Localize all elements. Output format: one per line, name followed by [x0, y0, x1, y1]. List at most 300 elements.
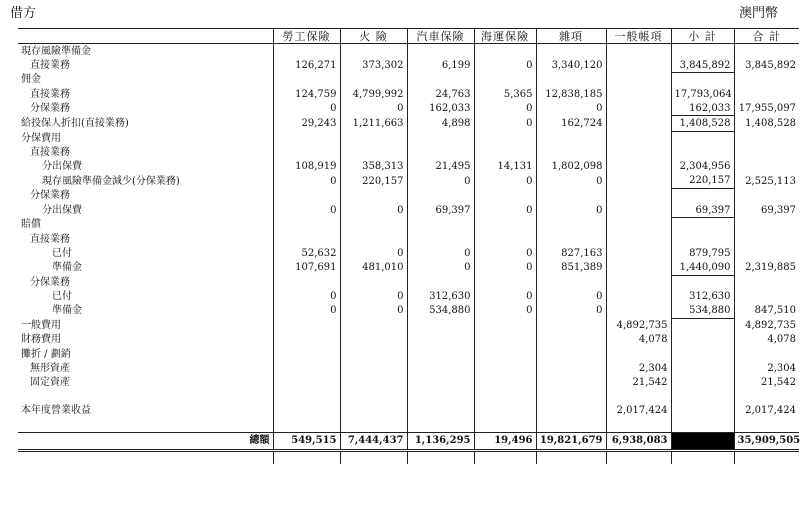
- row-label: 財務費用: [21, 334, 61, 346]
- cell-value: 0: [474, 304, 536, 319]
- col-header-subtotal: 小 計: [671, 29, 734, 44]
- cell-value: [734, 73, 799, 88]
- row-label: 直接業務: [30, 147, 70, 159]
- table-footer-spacer: [18, 450, 799, 464]
- cell-value: [606, 203, 671, 218]
- col-header-marine: 海運保險: [474, 29, 536, 44]
- cell-value: 851,389: [536, 260, 606, 275]
- col-header-general: 一般帳項: [606, 29, 671, 44]
- cell-value: 0: [273, 203, 340, 218]
- cell-value: [606, 160, 671, 174]
- cell-value: [606, 290, 671, 304]
- cell-value: 4,799,992: [340, 87, 407, 101]
- col-header-workers: 勞工保險: [273, 29, 340, 44]
- row-label: 賠償: [21, 219, 41, 231]
- table-row: [18, 260, 799, 275]
- cell-value: 220,157: [671, 174, 734, 189]
- cell-value: [536, 146, 606, 160]
- cell-value: 0: [273, 174, 340, 189]
- cell-value: 0: [340, 203, 407, 218]
- cell-value: 69,397: [671, 203, 734, 218]
- cell-value: 29,243: [273, 116, 340, 131]
- cell-value: [671, 347, 734, 361]
- row-label: 本年度營業收益: [21, 404, 91, 416]
- cell-value: [606, 246, 671, 260]
- cell-value: 12,838,185: [536, 87, 606, 101]
- row-label: 直接業務: [30, 233, 70, 245]
- cell-value: [734, 232, 799, 246]
- cell-value: 481,010: [340, 260, 407, 275]
- cell-value: 21,495: [407, 160, 474, 174]
- row-label: 直接業務: [30, 88, 70, 100]
- cell-value: 2,304: [734, 361, 799, 375]
- currency-label: 澳門幣: [738, 6, 778, 21]
- table-row: [18, 361, 799, 375]
- spacer-cell: [536, 450, 606, 464]
- total-row: [18, 432, 799, 450]
- cell-value: 3,845,892: [671, 58, 734, 73]
- cell-value: 14,131: [474, 160, 536, 174]
- cell-value: [606, 304, 671, 319]
- cell-value: 0: [474, 58, 536, 73]
- table-row: [18, 218, 799, 233]
- cell-value: 6,199: [407, 58, 474, 73]
- table-row: [18, 403, 799, 417]
- cell-value: 827,163: [536, 246, 606, 260]
- cell-value: [734, 218, 799, 233]
- cell-value: 107,691: [273, 260, 340, 275]
- cell-value: [536, 275, 606, 290]
- cell-value: [407, 218, 474, 233]
- spacer-cell: [734, 450, 799, 464]
- cell-value: [536, 73, 606, 88]
- cell-value: [273, 146, 340, 160]
- cell-value: [536, 318, 606, 333]
- cell-value: [273, 218, 340, 233]
- row-label: 分出保費: [42, 204, 82, 216]
- cell-value: 4,078: [606, 333, 671, 347]
- cell-value: [606, 260, 671, 275]
- table-row: [18, 417, 799, 432]
- cell-value: [671, 318, 734, 333]
- cell-value: [474, 361, 536, 375]
- cell-value: [536, 333, 606, 347]
- cell-value: [273, 44, 340, 59]
- cell-value: [407, 73, 474, 88]
- row-label: 分保業務: [30, 103, 70, 115]
- cell-value: [273, 275, 340, 290]
- cell-value: [606, 232, 671, 246]
- cell-value: 124,759: [273, 87, 340, 101]
- cell-value: [536, 131, 606, 146]
- table-row: [18, 389, 799, 403]
- cell-value: [536, 188, 606, 203]
- cell-value: [273, 73, 340, 88]
- cell-value: [671, 403, 734, 417]
- total-value: 7,444,437: [340, 432, 407, 450]
- cell-value: 373,302: [340, 58, 407, 73]
- cell-value: [273, 131, 340, 146]
- cell-value: [671, 131, 734, 146]
- cell-value: [273, 347, 340, 361]
- cell-value: [606, 87, 671, 101]
- spacer-cell: [407, 450, 474, 464]
- cell-value: 2,525,113: [734, 174, 799, 189]
- cell-value: 3,340,120: [536, 58, 606, 73]
- cell-value: [606, 275, 671, 290]
- total-value: 1,136,295: [407, 432, 474, 450]
- cell-value: [606, 131, 671, 146]
- row-label: 現存風險準備金: [21, 45, 91, 57]
- cell-value: [734, 188, 799, 203]
- cell-value: [536, 218, 606, 233]
- cell-value: [474, 318, 536, 333]
- cell-value: [671, 73, 734, 88]
- cell-value: [606, 146, 671, 160]
- row-label: 分保業務: [30, 190, 70, 202]
- row-label: 分保業務: [30, 276, 70, 288]
- cell-value: [606, 174, 671, 189]
- total-value: 549,515: [273, 432, 340, 450]
- cell-value: [407, 131, 474, 146]
- row-label: 直接業務: [30, 59, 70, 71]
- cell-value: [671, 361, 734, 375]
- cell-value: [273, 188, 340, 203]
- total-label: 總額: [18, 432, 273, 450]
- cell-value: [340, 417, 407, 432]
- total-value: 35,909,505: [734, 432, 799, 450]
- redacted-cell: [671, 432, 734, 450]
- cell-value: 879,795: [671, 246, 734, 260]
- cell-value: [407, 232, 474, 246]
- cell-value: [474, 275, 536, 290]
- cell-value: [734, 417, 799, 432]
- row-label: 準備金: [52, 262, 82, 274]
- label-column-header: [18, 29, 273, 44]
- cell-value: [606, 417, 671, 432]
- cell-value: [734, 131, 799, 146]
- cell-value: [273, 417, 340, 432]
- cell-value: 0: [407, 174, 474, 189]
- cell-value: [340, 361, 407, 375]
- cell-value: [734, 44, 799, 59]
- cell-value: [273, 333, 340, 347]
- cell-value: [407, 44, 474, 59]
- cell-value: [536, 44, 606, 59]
- row-label: 無形資產: [30, 362, 70, 374]
- table-row: [18, 87, 799, 101]
- table-row: [18, 73, 799, 88]
- cell-value: 52,632: [273, 246, 340, 260]
- cell-value: [474, 218, 536, 233]
- cell-value: [407, 375, 474, 389]
- cell-value: [273, 375, 340, 389]
- cell-value: [340, 333, 407, 347]
- spacer-cell: [474, 450, 536, 464]
- cell-value: [671, 218, 734, 233]
- cell-value: [606, 347, 671, 361]
- table-row: [18, 101, 799, 116]
- table-row: [18, 304, 799, 319]
- spacer-cell: [340, 450, 407, 464]
- cell-value: [734, 160, 799, 174]
- cell-value: [734, 290, 799, 304]
- cell-value: [407, 188, 474, 203]
- cell-value: [671, 417, 734, 432]
- cell-value: [273, 318, 340, 333]
- cell-value: 4,078: [734, 333, 799, 347]
- cell-value: [671, 146, 734, 160]
- table-row: [18, 246, 799, 260]
- debit-table: [18, 28, 799, 464]
- cell-value: 0: [474, 246, 536, 260]
- cell-value: 1,211,663: [340, 116, 407, 131]
- cell-value: [474, 333, 536, 347]
- cell-value: 4,898: [407, 116, 474, 131]
- table-row: [18, 44, 799, 59]
- cell-value: 4,892,735: [734, 318, 799, 333]
- row-label: 分保費用: [21, 132, 61, 144]
- cell-value: [340, 389, 407, 403]
- cell-value: [340, 73, 407, 88]
- cell-value: [606, 44, 671, 59]
- table-row: [18, 188, 799, 203]
- statement-title: 借方: [10, 6, 37, 21]
- cell-value: [407, 146, 474, 160]
- cell-value: 534,880: [407, 304, 474, 319]
- table-row: [18, 275, 799, 290]
- cell-value: [474, 232, 536, 246]
- cell-value: [340, 218, 407, 233]
- cell-value: [606, 101, 671, 116]
- col-header-total: 合 計: [734, 29, 799, 44]
- cell-value: 0: [536, 304, 606, 319]
- cell-value: [671, 188, 734, 203]
- spacer-cell: [18, 450, 273, 464]
- cell-value: [340, 375, 407, 389]
- cell-value: 2,319,885: [734, 260, 799, 275]
- cell-value: 162,033: [671, 101, 734, 116]
- cell-value: 0: [536, 174, 606, 189]
- cell-value: [273, 232, 340, 246]
- cell-value: [734, 146, 799, 160]
- cell-value: 534,880: [671, 304, 734, 319]
- cell-value: 2,304: [606, 361, 671, 375]
- row-label: 現存風險準備金減少(分保業務): [42, 175, 180, 187]
- table-row: [18, 160, 799, 174]
- cell-value: [606, 188, 671, 203]
- cell-value: [474, 44, 536, 59]
- cell-value: [671, 333, 734, 347]
- cell-value: 847,510: [734, 304, 799, 319]
- cell-value: [734, 347, 799, 361]
- cell-value: 0: [273, 304, 340, 319]
- table-row: [18, 116, 799, 131]
- cell-value: [474, 375, 536, 389]
- cell-value: [407, 389, 474, 403]
- table-row: [18, 174, 799, 189]
- cell-value: 220,157: [340, 174, 407, 189]
- row-label: [18, 389, 273, 403]
- cell-value: [474, 131, 536, 146]
- cell-value: [273, 403, 340, 417]
- cell-value: 358,313: [340, 160, 407, 174]
- row-label: 佣金: [21, 74, 41, 86]
- table-row: [18, 131, 799, 146]
- col-header-misc: 雜項: [536, 29, 606, 44]
- cell-value: [407, 417, 474, 432]
- row-label: [18, 417, 273, 432]
- cell-value: [536, 403, 606, 417]
- cell-value: 1,802,098: [536, 160, 606, 174]
- cell-value: [474, 417, 536, 432]
- total-value: 19,496: [474, 432, 536, 450]
- cell-value: 0: [474, 174, 536, 189]
- cell-value: 0: [474, 290, 536, 304]
- cell-value: 0: [474, 116, 536, 131]
- cell-value: [340, 146, 407, 160]
- cell-value: [407, 403, 474, 417]
- cell-value: 17,793,064: [671, 87, 734, 101]
- cell-value: [273, 361, 340, 375]
- column-header-row: [18, 29, 799, 44]
- spacer-cell: [273, 450, 340, 464]
- cell-value: 24,763: [407, 87, 474, 101]
- cell-value: 312,630: [407, 290, 474, 304]
- cell-value: [734, 246, 799, 260]
- total-value: 6,938,083: [606, 432, 671, 450]
- row-label: 一般費用: [21, 320, 61, 332]
- cell-value: [340, 275, 407, 290]
- cell-value: 0: [407, 260, 474, 275]
- cell-value: 0: [536, 203, 606, 218]
- col-header-fire: 火 險: [340, 29, 407, 44]
- table-row: [18, 333, 799, 347]
- table-row: [18, 232, 799, 246]
- cell-value: [606, 218, 671, 233]
- cell-value: 162,033: [407, 101, 474, 116]
- cell-value: 0: [273, 290, 340, 304]
- table-row: [18, 290, 799, 304]
- table-row: [18, 347, 799, 361]
- cell-value: [407, 361, 474, 375]
- table-body: [18, 44, 799, 464]
- table-row: [18, 58, 799, 73]
- cell-value: 17,955,097: [734, 101, 799, 116]
- cell-value: [474, 146, 536, 160]
- cell-value: [606, 389, 671, 403]
- cell-value: [536, 389, 606, 403]
- table-row: [18, 146, 799, 160]
- cell-value: [536, 375, 606, 389]
- cell-value: [536, 347, 606, 361]
- cell-value: [734, 87, 799, 101]
- cell-value: [407, 318, 474, 333]
- cell-value: 0: [536, 290, 606, 304]
- cell-value: 69,397: [407, 203, 474, 218]
- cell-value: [340, 403, 407, 417]
- cell-value: 1,440,090: [671, 260, 734, 275]
- cell-value: 0: [340, 101, 407, 116]
- cell-value: 21,542: [734, 375, 799, 389]
- cell-value: [474, 188, 536, 203]
- table-row: [18, 375, 799, 389]
- cell-value: [340, 318, 407, 333]
- cell-value: 2,017,424: [734, 403, 799, 417]
- cell-value: 312,630: [671, 290, 734, 304]
- cell-value: [671, 389, 734, 403]
- cell-value: [606, 73, 671, 88]
- cell-value: [671, 44, 734, 59]
- cell-value: [474, 347, 536, 361]
- cell-value: [671, 275, 734, 290]
- cell-value: 0: [407, 246, 474, 260]
- cell-value: [407, 347, 474, 361]
- row-label: 攤折 / 劃銷: [21, 348, 71, 360]
- row-label: 固定資產: [30, 376, 70, 388]
- row-label: 給投保人折扣(直接業務): [21, 118, 129, 130]
- cell-value: 1,408,528: [671, 116, 734, 131]
- table-row: [18, 203, 799, 218]
- cell-value: [606, 58, 671, 73]
- cell-value: 0: [474, 260, 536, 275]
- cell-value: [407, 333, 474, 347]
- cell-value: [474, 389, 536, 403]
- cell-value: 2,304,956: [671, 160, 734, 174]
- cell-value: 5,365: [474, 87, 536, 101]
- cell-value: 0: [474, 203, 536, 218]
- cell-value: 4,892,735: [606, 318, 671, 333]
- cell-value: [734, 275, 799, 290]
- cell-value: [536, 361, 606, 375]
- cell-value: 162,724: [536, 116, 606, 131]
- cell-value: 3,845,892: [734, 58, 799, 73]
- cell-value: [407, 275, 474, 290]
- cell-value: [340, 131, 407, 146]
- cell-value: 69,397: [734, 203, 799, 218]
- cell-value: 0: [474, 101, 536, 116]
- cell-value: 0: [340, 246, 407, 260]
- cell-value: [536, 232, 606, 246]
- cell-value: [536, 417, 606, 432]
- cell-value: [671, 375, 734, 389]
- cell-value: 0: [536, 101, 606, 116]
- cell-value: 0: [340, 304, 407, 319]
- cell-value: [340, 232, 407, 246]
- cell-value: [474, 403, 536, 417]
- row-label: 分出保費: [42, 161, 82, 173]
- spacer-cell: [606, 450, 671, 464]
- cell-value: [474, 73, 536, 88]
- total-value: 19,821,679: [536, 432, 606, 450]
- cell-value: [340, 347, 407, 361]
- cell-value: 108,919: [273, 160, 340, 174]
- cell-value: [340, 44, 407, 59]
- cell-value: [671, 232, 734, 246]
- cell-value: 1,408,528: [734, 116, 799, 131]
- row-label: 已付: [52, 291, 72, 303]
- cell-value: [340, 188, 407, 203]
- cell-value: 0: [340, 290, 407, 304]
- table-row: [18, 318, 799, 333]
- cell-value: 2,017,424: [606, 403, 671, 417]
- row-label: 已付: [52, 247, 72, 259]
- cell-value: [273, 389, 340, 403]
- spacer-cell: [671, 450, 734, 464]
- cell-value: 126,271: [273, 58, 340, 73]
- cell-value: [606, 116, 671, 131]
- row-label: 準備金: [52, 305, 82, 317]
